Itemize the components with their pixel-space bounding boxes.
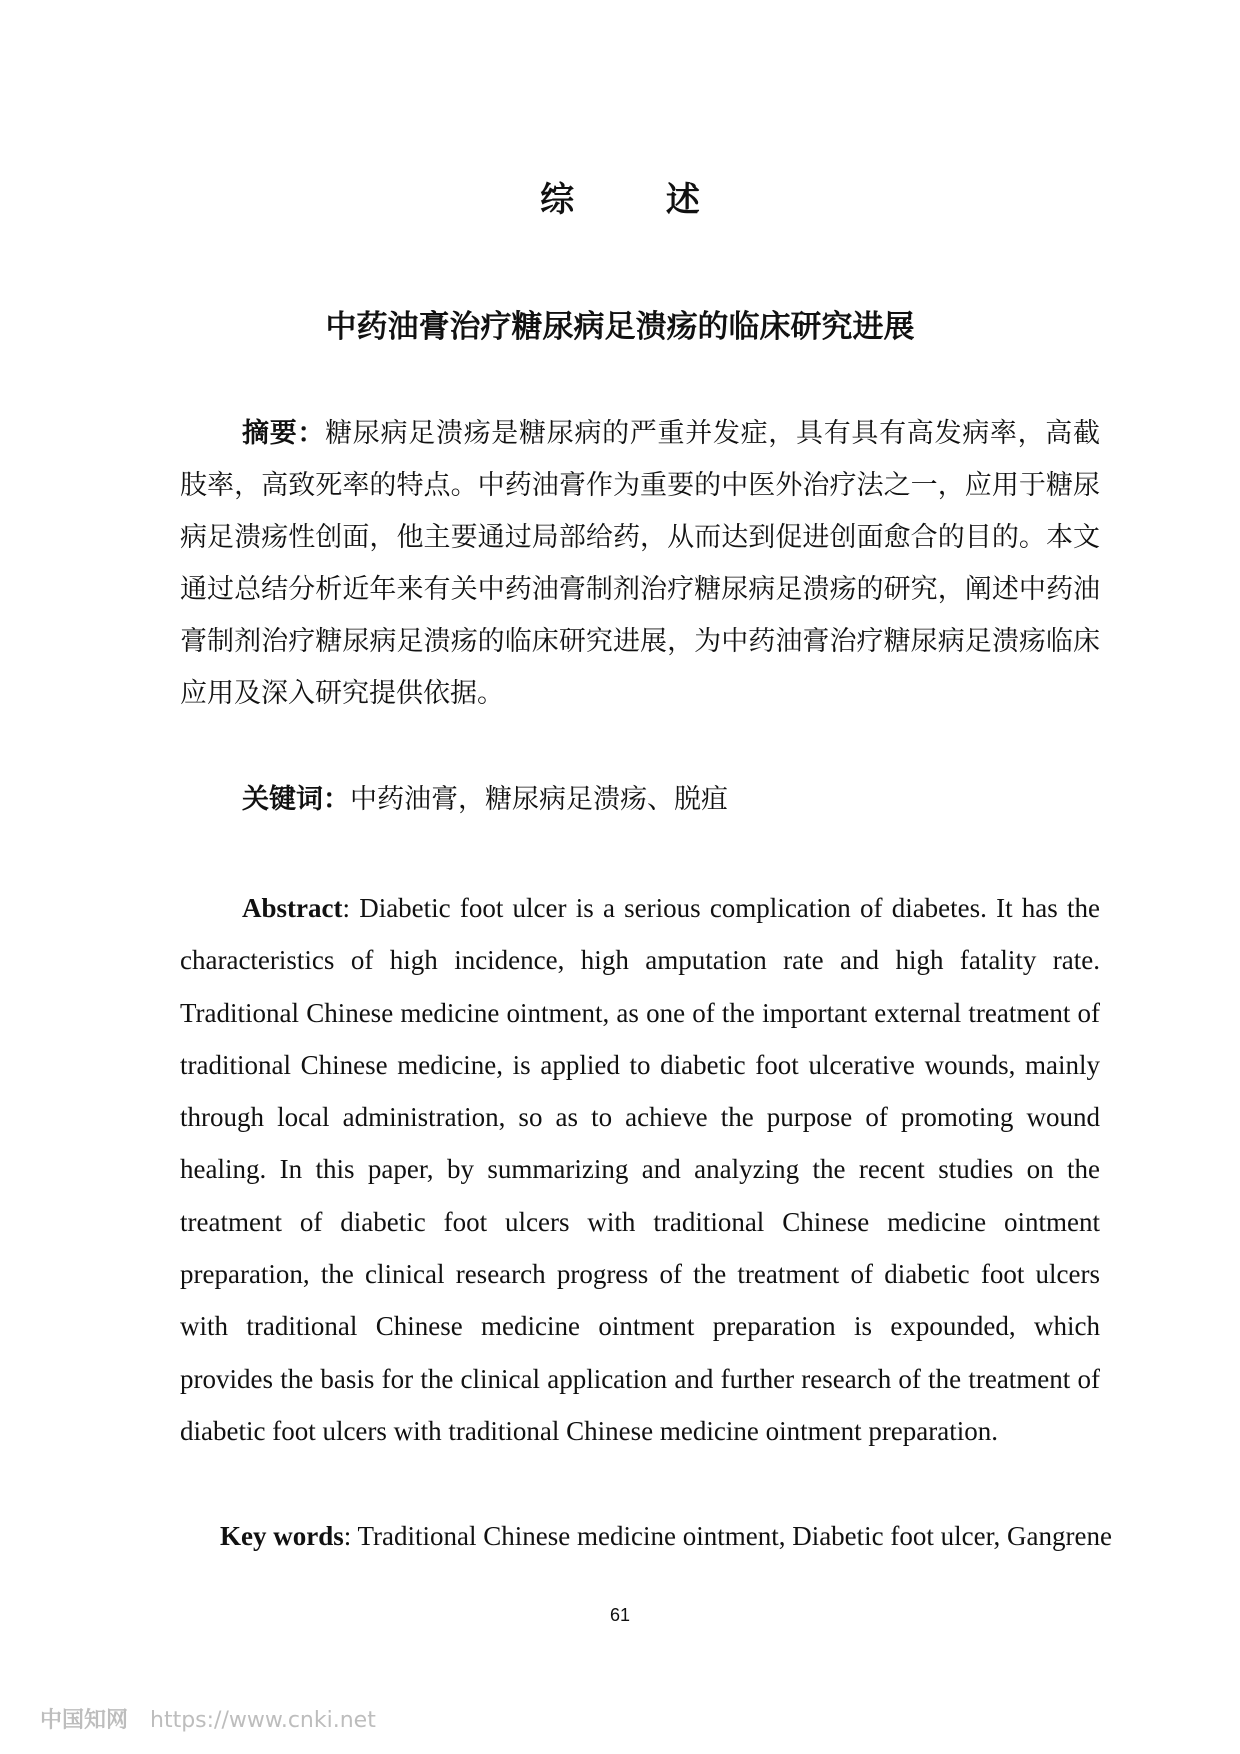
- section-heading: 综 述: [540, 180, 740, 220]
- cnki-watermark: [40, 1703, 376, 1734]
- english-keywords-text: : Traditional Chinese medicine ointment, Diabetic foot ulcer, Gangrene: [343, 1521, 1112, 1551]
- chinese-keywords: [242, 774, 1102, 826]
- english-keywords: [220, 1514, 1240, 1558]
- chinese-keywords-text: 中药油膏，糖尿病足溃疡、脱疽: [350, 784, 728, 815]
- chinese-abstract-label: 摘要：: [242, 418, 326, 449]
- chinese-keywords-label: 关键词：: [242, 784, 350, 815]
- english-keywords-label: Key words: [220, 1521, 344, 1551]
- english-abstract-text: : Diabetic foot ulcer is a serious complication of diabetes. It has the characteristics of high incidence, high amputation rate and high fatality rate. Traditional Chinese medicine ointment, as one of the important external treatment of traditional Chinese medicine, is applied to diabetic foot ulcerative wounds, mainly through local administration, so as to achieve the purpose of promoting wound healing. In this paper, by summarizing and analyzing the recent studies on the treatment of diabetic foot ulcers with traditional Chinese medicine ointment preparation, the clinical research progress of the treatment of diabetic foot ulcers with traditional Chinese medicine ointment preparation is expounded, which provides the basis for the clinical application and further research of the treatment of diabetic foot ulcers with traditional Chinese medicine ointment preparation.: [180, 893, 1100, 1446]
- page-number: 61: [609, 1605, 631, 1625]
- watermark-logo: 中国知网: [40, 1708, 129, 1733]
- watermark-url: https://www.cnki.net: [150, 1708, 376, 1733]
- english-abstract: [180, 882, 1100, 1457]
- english-abstract-label: Abstract: [242, 893, 343, 923]
- paper-title: 中药油膏治疗糖尿病足溃疡的临床研究进展: [325, 309, 915, 345]
- chinese-abstract-text: 糖尿病足溃疡是糖尿病的严重并发症，具有具有高发病率，高截肢率，高致死率的特点。中药油膏作为重要的中医外治疗法之一，应用于糖尿病足溃疡性创面，他主要通过局部给药，从而达到促进创面愈合的目的。本文通过总结分析近年来有关中药油膏制剂治疗糖尿病足溃疡的研究，阐述中药油膏制剂治疗糖尿病足溃疡的临床研究进展，为中药油膏治疗糖尿病足溃疡临床应用及深入研究提供依据。: [180, 418, 1101, 709]
- chinese-abstract: [180, 408, 1100, 720]
